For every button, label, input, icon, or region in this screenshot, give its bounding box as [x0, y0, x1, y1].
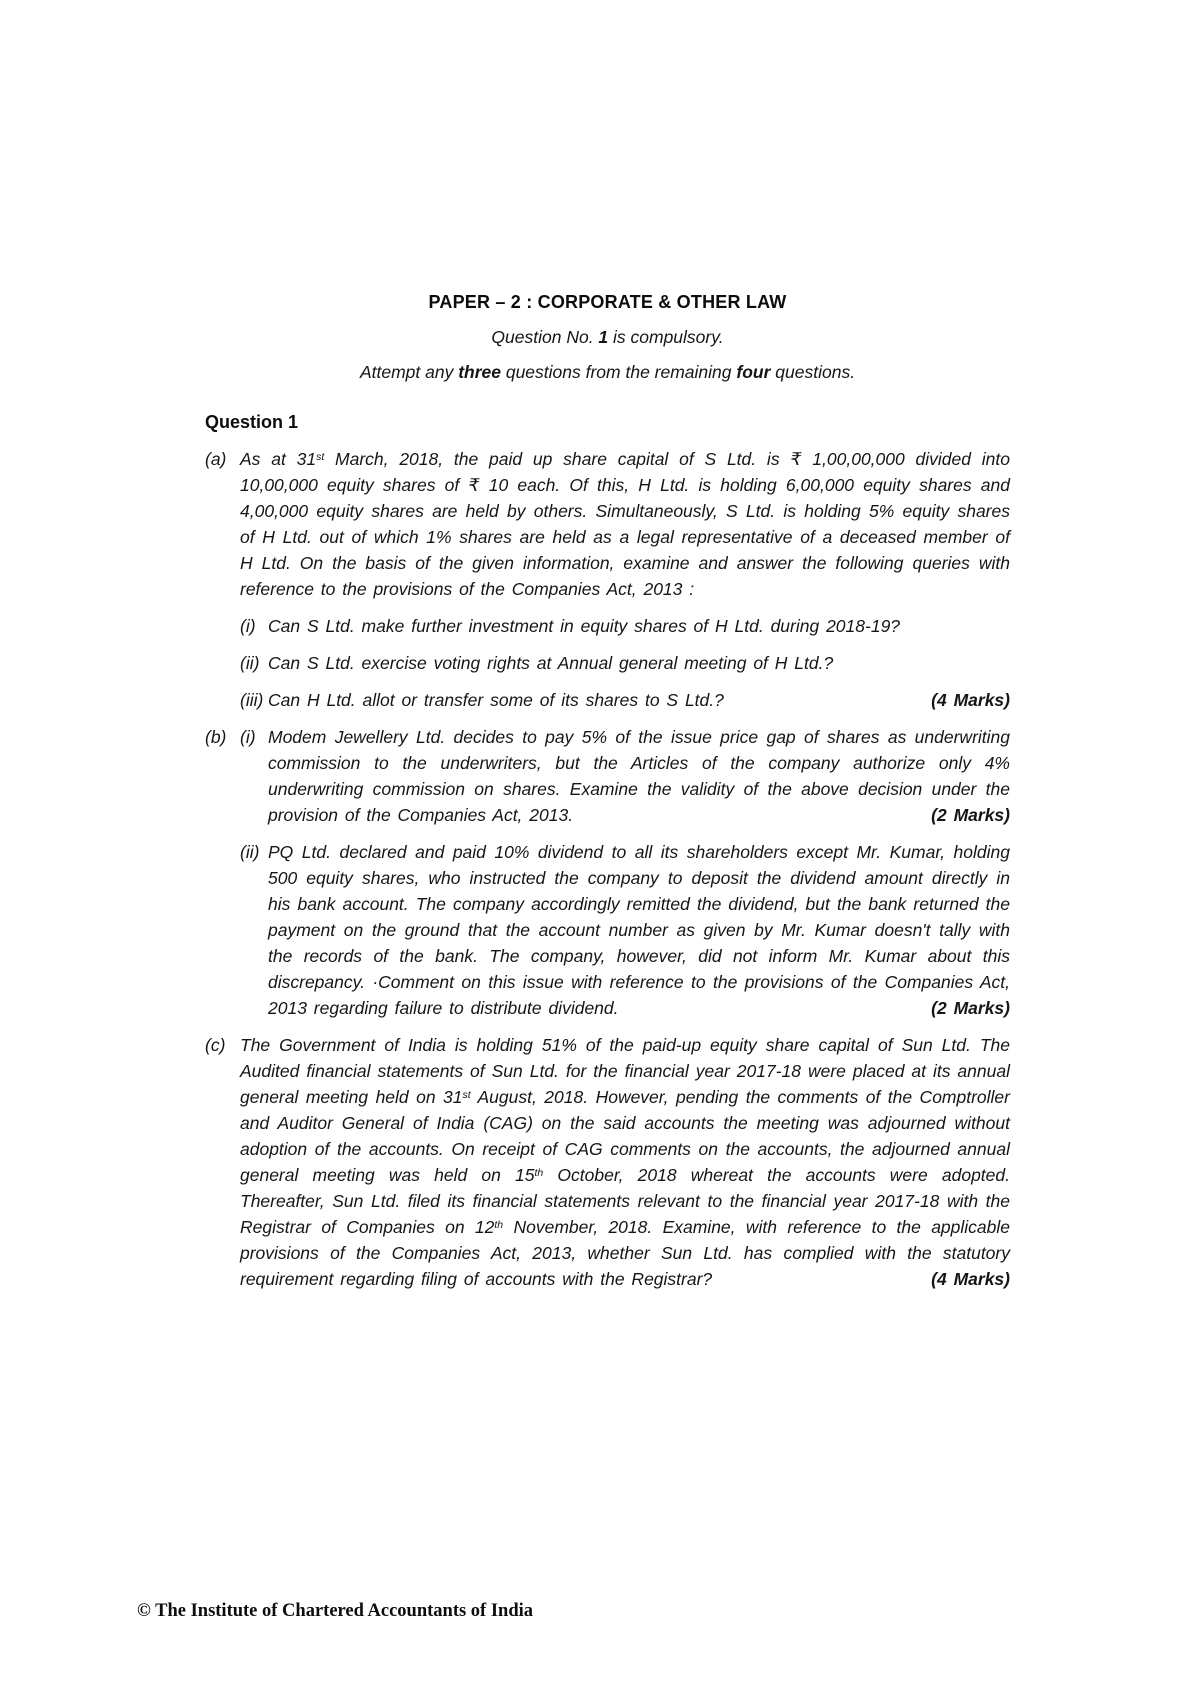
part-b-item-i-label: (i) [240, 727, 256, 747]
paper-title: PAPER – 2 : CORPORATE & OTHER LAW [428, 292, 787, 312]
part-b-item-i-marks: (2 Marks) [931, 805, 1010, 825]
part-c-label: (c) [205, 1035, 226, 1055]
part-a-item-ii-text: Can S Ltd. exercise voting rights at Annual general meeting of H Ltd.? [268, 653, 834, 673]
part-c-marks: (4 Marks) [931, 1269, 1010, 1289]
part-a-item-i-text: Can S Ltd. make further investment in equity shares of H Ltd. during 2018-19? [268, 616, 901, 636]
part-c-text: The Government of India is holding 51% of the paid-up equity share capital of Sun Ltd. The Audited financial statements of Sun Ltd. for the financial year 2017-18 were placed at its annual general meeting held on 31st August, 2018. However, pending the comments of the Comptroller and Auditor General of India (CAG) on the said accounts the meeting was adjourned without adoption of the accounts. On receipt of CAG comments on the accounts, the adjourned annual general meeting was held on 15th October, 2018 whereat the accounts were adopted. Thereafter, Sun Ltd. filed its financial statements relevant to the financial year 2017-18 with the Registrar of Companies on 12th November, 2018. Examine, with reference to the applicable provisions of the Companies Act, 2013, whether Sun Ltd. has complied with the statutory requirement regarding filing of accounts with the Registrar? [240, 1035, 1010, 1289]
part-b-label: (b) [205, 727, 227, 747]
part-b-item-ii-marks: (2 Marks) [931, 998, 1010, 1018]
part-a-item-ii-label: (ii) [240, 653, 260, 673]
part-a-item-i [205, 613, 1010, 639]
part-a-marks: (4 Marks) [931, 690, 1010, 710]
question-1 [205, 409, 1010, 1292]
part-b-item-ii-label: (ii) [240, 842, 260, 862]
part-a-intro-text: As at 31st March, 2018, the paid up share capital of S Ltd. is ₹ 1,00,00,000 divided into 10,00,000 equity shares of ₹ 10 each. Of this, H Ltd. is holding 6,00,000 equity shares and 4,00,000 equity shares are held by others. Simultaneously, S Ltd. is holding 5% equity shares of H Ltd. out of which 1% shares are held as a legal representative of a deceased member of H Ltd. On the basis of the given information, examine and answer the following queries with reference to the provisions of the Companies Act, 2013 : [240, 449, 1010, 599]
copyright-footer: © The Institute of Chartered Accountants of India [137, 1601, 534, 1621]
question-1-heading: Question 1 [205, 412, 299, 432]
part-a-item-i-label: (i) [240, 616, 256, 636]
page-content [205, 289, 1010, 1292]
part-a-intro [205, 446, 1010, 602]
attempt-note: Attempt any three questions from the remaining four questions. [359, 362, 856, 382]
paper-header [205, 289, 1010, 385]
part-b-item-i-text: Modem Jewellery Ltd. decides to pay 5% of the issue price gap of shares as underwriting commission to the underwriters, but the Articles of the company authorize only 4% underwriting commission on shares. Examine the validity of the above decision under the provision of the Companies Act, 2013. [268, 727, 1010, 825]
part-a-item-iii-label: (iii) [240, 690, 264, 710]
part-b-item-ii-text: PQ Ltd. declared and paid 10% dividend to all its shareholders except Mr. Kumar, holding 500 equity shares, who instructed the company to deposit the dividend amount directly in his bank account. The company accordingly remitted the dividend, but the bank returned the payment on the ground that the account number as given by Mr. Kumar doesn't tally with the records of the bank. The company, however, did not inform Mr. Kumar about this discrepancy. ·Comment on this issue with reference to the provisions of the Companies Act, 2013 regarding failure to distribute dividend. [268, 842, 1010, 1018]
part-a-item-ii [205, 650, 1010, 676]
part-a-label: (a) [205, 449, 227, 469]
part-b-item-i [205, 724, 1010, 828]
compulsory-note: Question No. 1 is compulsory. [491, 327, 724, 347]
part-c [205, 1032, 1010, 1292]
part-b-item-ii [205, 839, 1010, 1021]
part-a-item-iii [205, 687, 1010, 713]
part-a-item-iii-text: Can H Ltd. allot or transfer some of its shares to S Ltd.? [268, 690, 724, 710]
